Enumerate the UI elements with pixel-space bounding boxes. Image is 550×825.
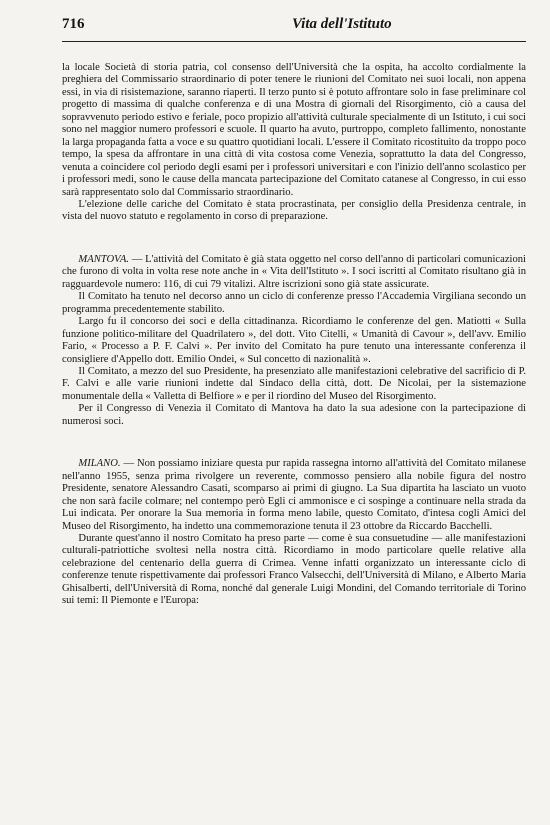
paragraph: Per il Congresso di Venezia il Comitato di Mantova ha dato la sua adesione con la partecipazione di numerosi soci.	[62, 403, 526, 427]
page-header	[62, 14, 526, 44]
paragraph: Il Comitato, a mezzo del suo Presidente, ha presenziato alle manifestazioni celebrative del sacrificio di P. F. Calvi e alle varie riunioni indette dal Sindaco della città, dott. De Nicolai, per la sistemazione monumentale della « Valletta di Belfiore » e per il riordino del Museo del Risorgimento.	[62, 365, 526, 402]
paragraph-text: — Non possiamo iniziare questa pur rapida rassegna intorno all'attività del Comitato milanese nell'anno 1955, senza prima rivolgere un reverente, commosso pensiero alla nobile figura del nostro Presidente, senatore Alessandro Casati, scomparso ai primi di giugno. La Sua dipartita ha lasciato un vuoto che non sarà facile colmare; nel contempo però Egli ci ammonisce e ci sospinge a continuare nella strada da Lui indicata. Per onorare la Sua memoria in forma meno labile, questo Comitato, d'intesa cogli Amici del Museo del Risorgimento, ha indetto una commemorazione tenuta il 23 ottobre da Riccardo Bacchelli.	[62, 458, 526, 532]
section-milano	[62, 458, 526, 607]
paragraph-text: — L'attività del Comitato è già stata oggetto nel corso dell'anno di particolari comunicazioni che furono di volta in volta rese note anche in « Vita dell'Istituto ». I soci iscritti al Comitato risultano già in ragguardevole numero: 116, di cui 79 vitalizi. Altre iscrizioni sono già state assicurate.	[62, 253, 526, 290]
paragraph	[62, 254, 526, 291]
paragraph: Largo fu il concorso dei soci e della cittadinanza. Ricordiamo le conferenze del gen. Matiotti « Sulla funzione politico-militare del Quadrilatero », del dott. Vito Citelli, « Umanità di Cavour », dell'avv. Emilio Fario, « Processo a P. F. Calvi ». Per invito del Comitato ha pure tenuto una interessante conferenza il consigliere d'Appello dott. Emilio Ondei, « Sul concetto di nazionalità ».	[62, 316, 526, 365]
header-rule	[62, 41, 526, 42]
section-heading-mantova: MANTOVA.	[78, 253, 129, 265]
paragraph: la locale Società di storia patria, col consenso dell'Università che la ospita, ha accolto cordialmente la preghiera del Commissario straordinario di poter tenere le riunioni del Comitato nei suoi locali, non appena essi, in via di risistemazione, saranno riaperti. Il terzo punto si è potuto affrontare solo in fase preliminare col progetto di massima di qualche conferenza e di una Mostra di giornali del Risorgimento, ciò a causa del sopravvenuto periodo estivo e feriale, poco propizio all'attività culturale specialmente di un Istituto, i cui soci sono nel maggior numero professori e scuole. Il quarto ha avuto, purtroppo, completo fallimento, nonostante la larga propaganda fatta a voce e su quattro quotidiani locali. L'essere il Comitato ricostituito da troppo poco tempo, la spesa da affrontare in una città di vita costosa come Venezia, soprattutto la data del Congresso, venuta a coincidere col periodo degli esami per i professori universitari e con l'inizio dell'anno scolastico per i professori medi, sono le cause della mancata partecipazione del Comitato catanese al Congresso, in cui esso sarà rappresentato solo dal Commissario straordinario.	[62, 62, 526, 198]
running-title: Vita dell'Istituto	[292, 16, 392, 32]
section-mantova	[62, 254, 526, 428]
section-heading-milano: MILANO.	[78, 458, 121, 470]
paragraph: Durante quest'anno il nostro Comitato ha preso parte — come è sua consuetudine — alle manifestazioni culturali-patriottiche svoltesi nella nostra città. Ricordiamo in modo particolare quelle relative alla celebrazione del centenario della guerra di Crimea. Venne infatti organizzato un interessante ciclo di conferenze tenute rispettivamente dai professori Franco Valsecchi, dell'Università di Milano, e Alberto Maria Ghisalberti, dell'Università di Roma, nonché dal generale Luigi Mondini, del Comando territoriale di Torino sui temi: Il Piemonte e l'Europa:	[62, 532, 526, 607]
section-intro	[62, 62, 526, 224]
paragraph: Il Comitato ha tenuto nel decorso anno un ciclo di conferenze presso l'Accademia Virgiliana secondo un programma precedentemente stabilito.	[62, 291, 526, 315]
paragraph	[62, 458, 526, 533]
body-text	[62, 62, 526, 608]
page-number: 716	[62, 16, 85, 32]
paragraph: L'elezione delle cariche del Comitato è stata procrastinata, per consiglio della Presidenza centrale, in vista del nuovo statuto e regolamento in corso di preparazione.	[62, 198, 526, 223]
